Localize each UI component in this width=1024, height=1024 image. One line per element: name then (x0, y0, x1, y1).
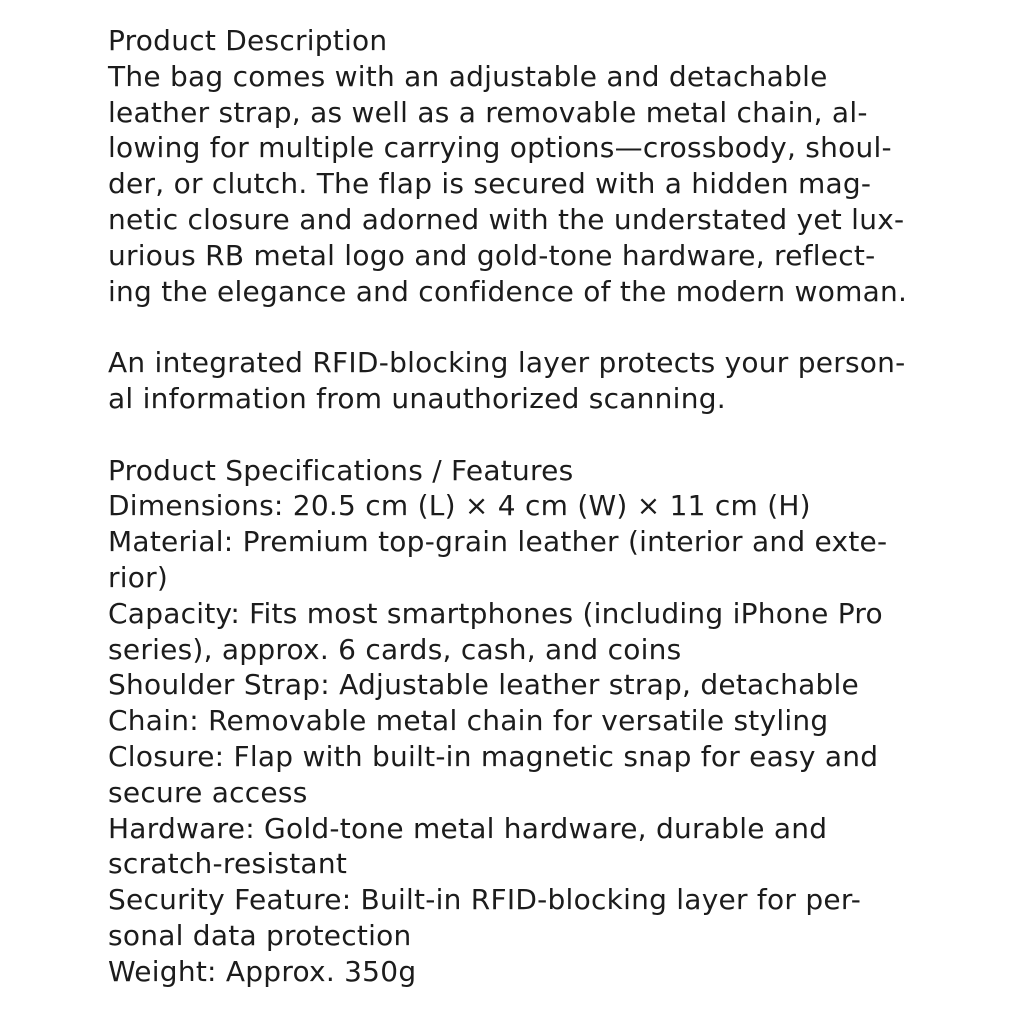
description-line: netic closure and adorned with the understated yet lux- (108, 202, 905, 236)
spec-line: Security Feature: Built-in RFID-blocking layer for per- (108, 883, 862, 917)
spec-line: Shoulder Strap: Adjustable leather strap, detachable (108, 668, 860, 702)
spec-line: Hardware: Gold-tone metal hardware, durable and (108, 811, 828, 845)
spec-line: sonal data protection (108, 918, 412, 952)
rfid-line: al information from unauthorized scanning. (108, 381, 726, 415)
paragraph-spacer (108, 309, 1008, 345)
spec-line: Capacity: Fits most smartphones (including iPhone Pro (108, 596, 883, 630)
spec-line: Material: Premium top-grain leather (interior and exte- (108, 525, 888, 559)
description-line: ing the elegance and confidence of the modern woman. (108, 274, 908, 308)
spec-line: Weight: Approx. 350g (108, 954, 417, 988)
spec-line: scratch-resistant (108, 847, 348, 881)
section-spacer (108, 417, 1008, 453)
description-line: leather strap, as well as a removable metal chain, al- (108, 95, 868, 129)
rfid-line: An integrated RFID-blocking layer protects your person- (108, 346, 906, 380)
specifications-heading: Product Specifications / Features (108, 453, 574, 487)
description-line: The bag comes with an adjustable and detachable (108, 59, 828, 93)
description-line: der, or clutch. The flap is secured with a hidden mag- (108, 167, 872, 201)
description-section (108, 23, 1008, 453)
spec-line: series), approx. 6 cards, cash, and coins (108, 632, 682, 666)
description-line: lowing for multiple carrying options—crossbody, shoul- (108, 131, 892, 165)
spec-line: secure access (108, 775, 308, 809)
spec-line: Chain: Removable metal chain for versatile styling (108, 704, 829, 738)
spec-line: rior) (108, 560, 169, 594)
product-document (108, 23, 1008, 990)
spec-line: Dimensions: 20.5 cm (L) × 4 cm (W) × 11 cm (H) (108, 489, 811, 523)
specifications-section (108, 453, 1008, 990)
description-heading: Product Description (108, 24, 388, 57)
description-line: urious RB metal logo and gold-tone hardware, reflect- (108, 238, 876, 272)
spec-line: Closure: Flap with built-in magnetic snap for easy and (108, 739, 879, 773)
